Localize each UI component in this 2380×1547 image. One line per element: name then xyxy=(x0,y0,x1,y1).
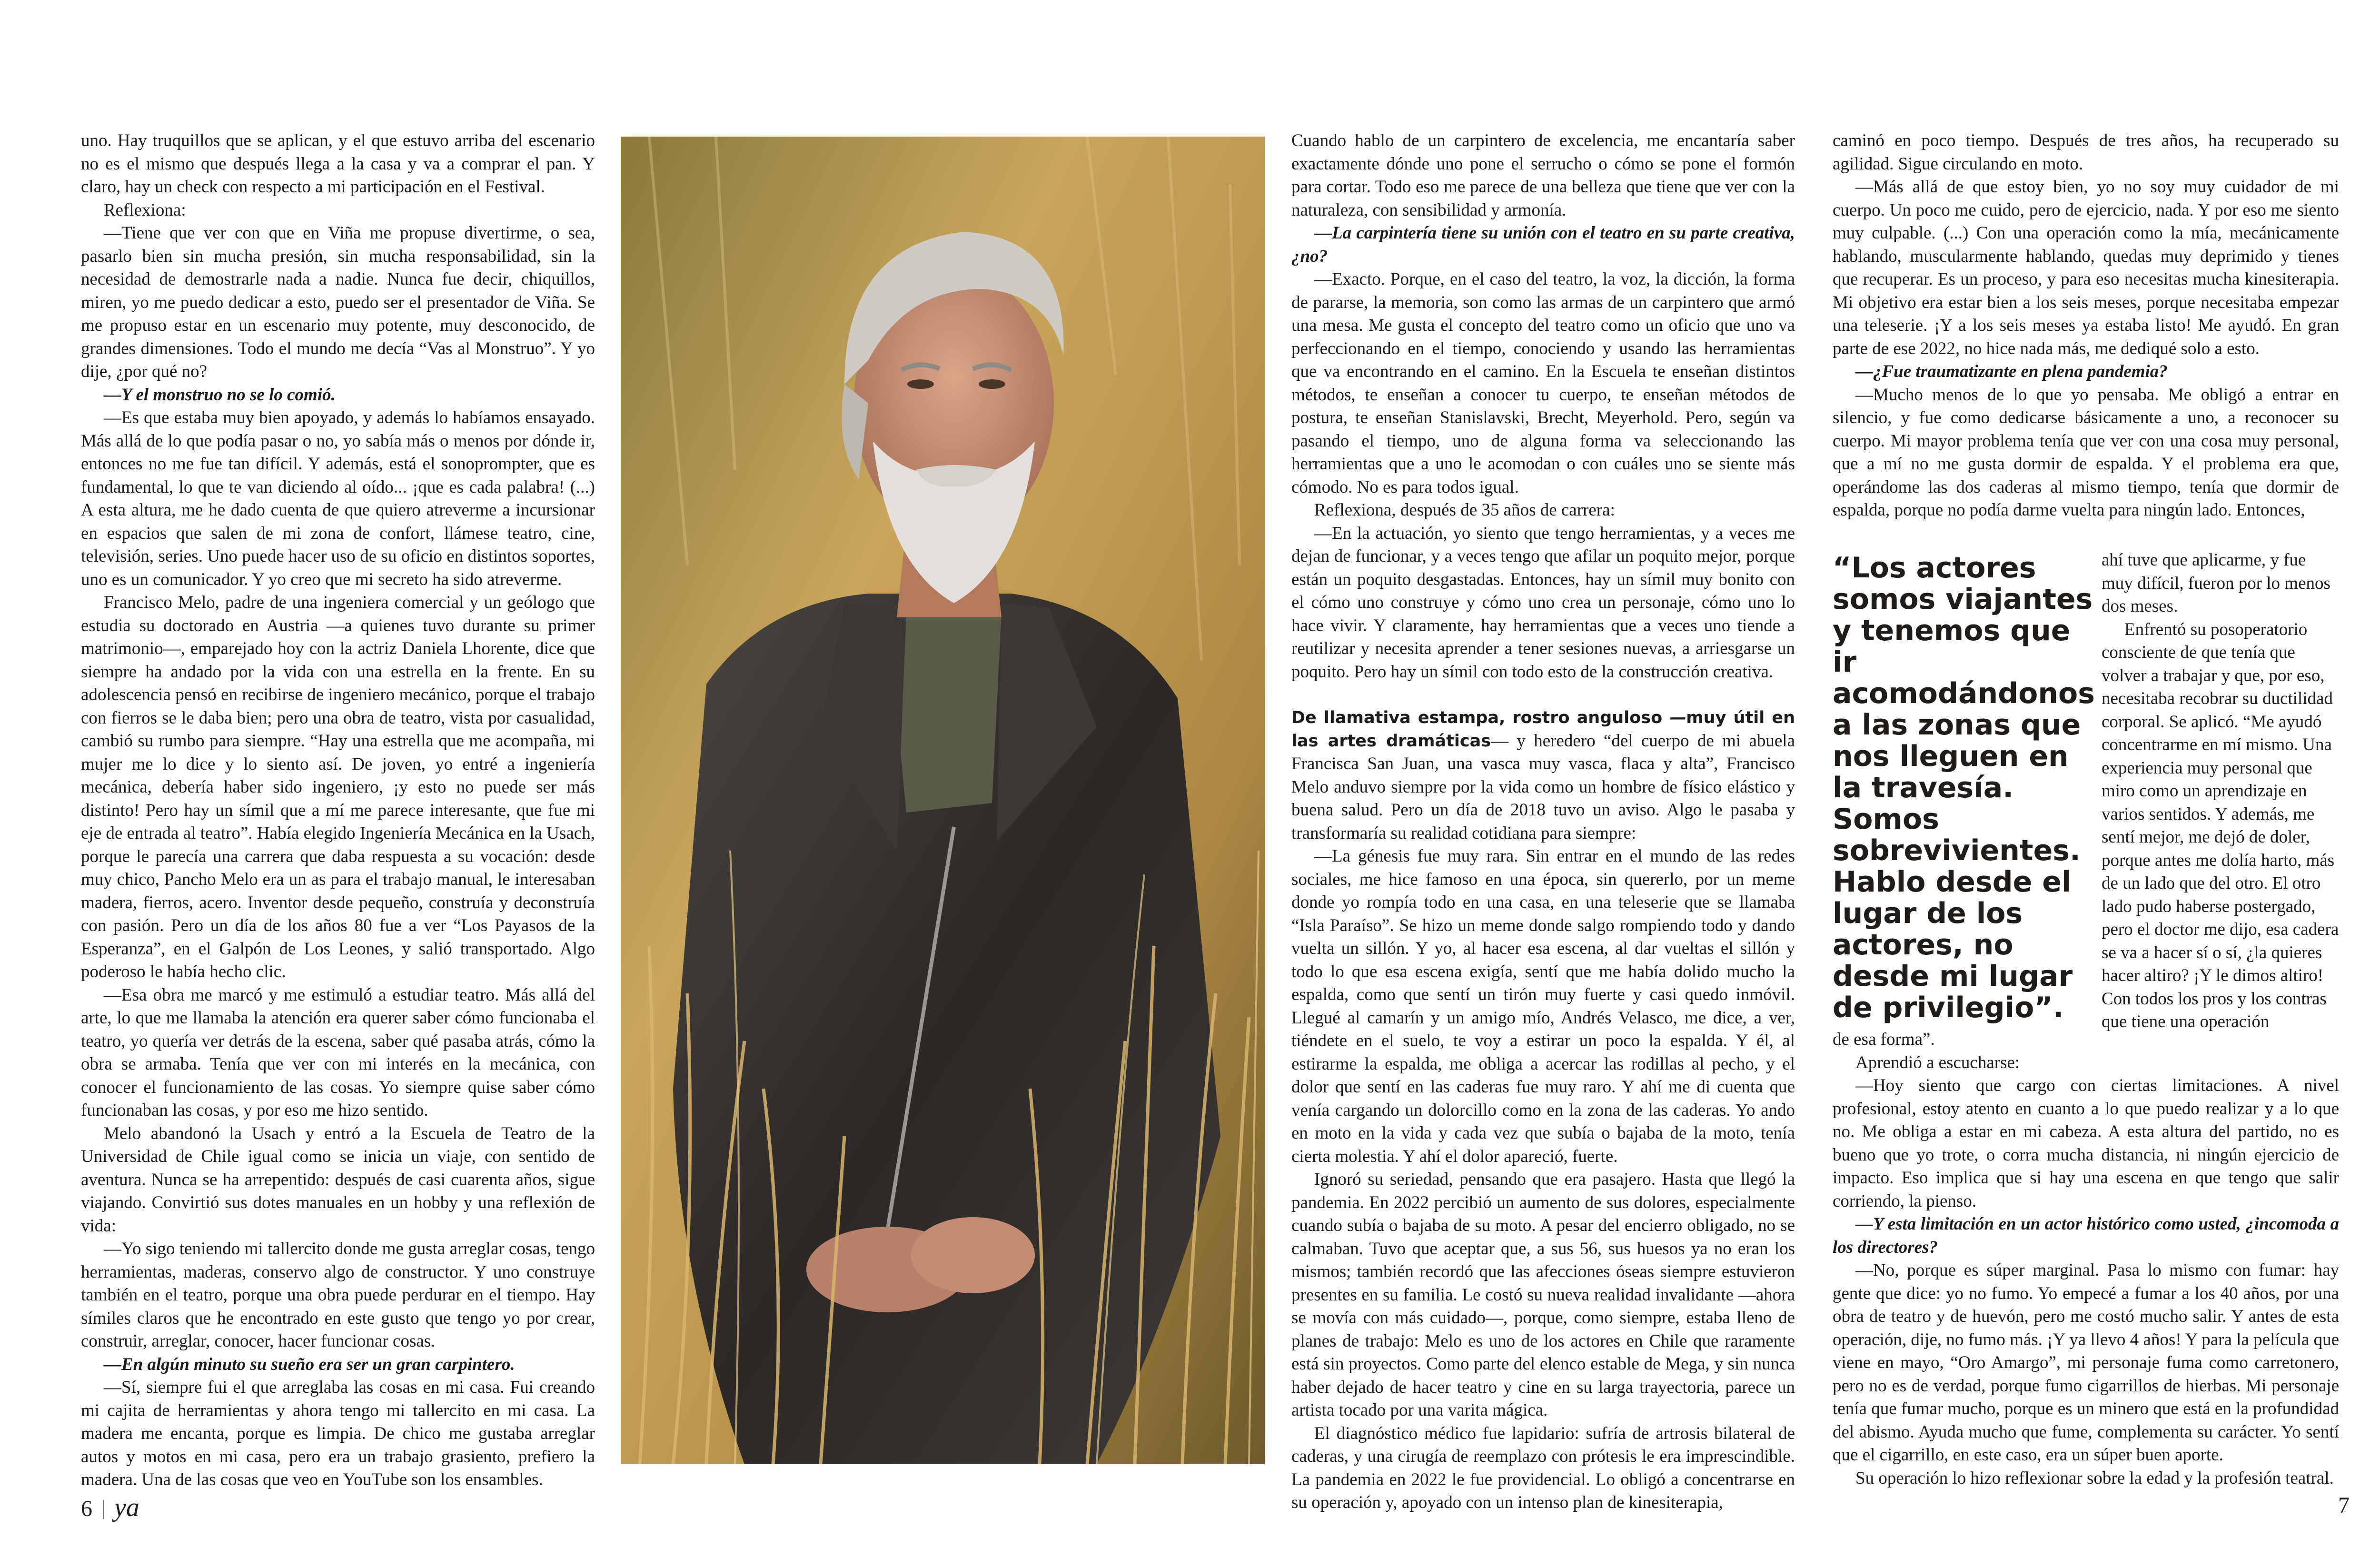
paragraph: ahí tuve que aplicarme, y fue muy difícil, fueron por lo menos dos meses. xyxy=(2102,550,2330,616)
paragraph: Melo abandonó la Usach y entró a la Escuela de Teatro de la Universidad de Chile igual como se inicia un viaje, con sentido de aventura. Nunca se ha arrepentido: después de casi cuarenta años, sigue viajando. Convirtió sus dotes manuales en un hobby y una reflexión de vida: xyxy=(81,1123,595,1236)
section-lead-text: — y heredero “del cuerpo de mi abuela Francisca San Juan, una vasca muy vasca, flaca y alta”, Francisco Melo anduvo siempre por la vida como un hombre de físico elástico y buena salud. Pero un día de 2018 tuvo un aviso. Algo le pasaba y transformaría su realidad cotidiana para siempre: xyxy=(1291,731,1795,843)
paragraph: Su operación lo hizo reflexionar sobre la edad y la profesión teatral. xyxy=(1855,1468,2334,1488)
paragraph: Reflexiona: xyxy=(104,200,186,220)
paragraph: —Sí, siempre fui el que arreglaba las cosas en mi casa. Fui creando mi cajita de herramientas y ahora tengo mi tallercito en mi casa. La madera me encanta, porque es limpia. De chico me gustaba arreglar autos y motos en mi casa, pero era un trabajo grasiento, prefiero la madera. Una de las cosas que veo en YouTube son los ensambles. xyxy=(81,1378,595,1489)
paragraph: Francisco Melo, padre de una ingeniera comercial y un geólogo que estudia su doctorado en Austria —a quienes tuvo durante su primer matrimonio—, emparejado hoy con la actriz Daniela Lhorente, dice que siempre ha andado por la vida con una estrella en la frente. En su adolescencia pensó en recibirse de ingeniero mecánico, porque el trabajo con fierros se le daba bien; pero una obra de teatro, vista por casualidad, cambió su rumbo para siempre. “Hay una estrella que me acompaña, mi mujer me lo dice y lo siento así. De joven, yo entré a ingeniería mecánica, debería haber sido ingeniero, ¡y esto no puede ser más distinto! Pero hay un símil que a mí me parece interesante, que fue mi eje de entrada al teatro”. Había elegido Ingeniería Mecánica en la Usach, porque le parecía una carrera que daba respuesta a su vocación: desde muy chico, Pancho Melo era un as para el trabajo manual, le interesaban madera, fierros, acero. Inventor desde pequeño, construía y deconstruía con pasión. Pero un día de los años 80 fue a ver “Los Payasos de la Esperanza”, en el Galpón de Los Leones, y salió transportado. Algo poderoso le había hecho clic. xyxy=(81,593,595,982)
paragraph: —No, porque es súper marginal. Pasa lo mismo con fumar: hay gente que dice: yo no fumo. Yo empecé a fumar a los 40 años, por una obra de teatro y de huevón, pero me costó mucho salir. Y antes de esta operación, dije, no fumo más. ¡Y ya llevo 4 años! Y para la película que viene en mayo, “Oro Amargo”, mi personaje fuma como carretonero, pero no es de verdad, porque fumo cigarrillos de hierbas. Mi personaje tenía que fumar mucho, porque es un minero que está en la profundidad del abismo. Ayuda mucho que fume, complementa su carácter. Yo sentí que el cigarrillo, en este caso, era un súper buen aporte. xyxy=(1833,1260,2339,1465)
paragraph: —Es que estaba muy bien apoyado, y además lo habíamos ensayado. Más allá de lo que podía pasar o no, yo sabía más o menos por dónde ir, entonces no me fue tan difícil. Y además, está el sonoprompter, que es fundamental, lo que te van diciendo al oído... ¡que es cada palabra! (...) A esta altura, me he dado cuenta de que quiero atreverme a incursionar en espacios que salen de mi zona de confort, llámese teatro, cine, televisión, series. Uno puede hacer uso de su oficio en distintos soportes, uno es un comunicador. Y yo creo que mi secreto ha sido atreverme. xyxy=(81,408,595,589)
article-column-1 xyxy=(81,129,595,1492)
article-column-4-bottom xyxy=(1833,1028,2339,1490)
interview-question: —¿Fue traumatizante en plena pandemia? xyxy=(1855,362,2168,381)
article-column-3 xyxy=(1291,129,1795,1515)
article-column-4-side xyxy=(2102,549,2339,1034)
paragraph: —Hoy siento que cargo con ciertas limitaciones. A nivel profesional, estoy atento en cuanto a lo que puedo realizar y a lo que no. Me obliga a estar en mi cabeza. A esta altura del partido, no es bueno que yo trote, o corra mucha distancia, ni ningún ejercicio de impacto. Eso implica que si hay una escena en que tengo que salir corriendo, la pienso. xyxy=(1833,1076,2339,1211)
paragraph: —Mucho menos de lo que yo pensaba. Me obligó a entrar en silencio, y fue como dedicarse básicamente a uno, a reconocer su cuerpo. Mi mayor problema tenía que ver con una cosa muy personal, que a mí no me gusta dormir de espalda. Y el problema era que, operándome las dos caderas al mismo tiempo, tenía que dormir de espalda, porque no podía darme vuelta para ningún lado. Entonces, xyxy=(1833,385,2339,520)
paragraph: caminó en poco tiempo. Después de tres años, ha recuperado su agilidad. Sigue circulando en moto. xyxy=(1833,131,2339,174)
interview-question: —Y el monstruo no se lo comió. xyxy=(104,385,336,405)
paragraph: —Más allá de que estoy bien, yo no soy muy cuidador de mi cuerpo. Un poco me cuido, pero de ejercicio, nada. Y por eso me siento muy culpable. (...) Con una operación como la mía, mecánicamente hablando, muscularmente hablando, quedas muy deprimido y tienes que recuperar. Es un proceso, y para eso necesitas mucha kinesiterapia. Mi objetivo era estar bien a los seis meses, porque necesitaba empezar una teleserie. ¡Y a los seis meses ya estaba listo! Me ayudó. En gran parte de ese 2022, no hice nada más, me dediqué solo a esto. xyxy=(1833,177,2339,358)
paragraph: Enfrentó su posoperatorio consciente de que tenía que volver a trabajar y que, por eso, necesitaba recobrar su ductilidad corporal. Se aplicó. “Me ayudó concentrarme en mí mismo. Una experiencia muy personal que miro como un aprendizaje en varios sentidos. Y además, me sentí mejor, me dejó de doler, porque antes me dolía harto, más de un lado que del otro. El otro lado pudo haberse postergado, pero el doctor me dijo, esa cadera se va a hacer sí o sí, ¿la quieres hacer altiro? ¡Y le dimos altiro! Con todos los pros y los contras que tiene una operación xyxy=(2102,619,2339,1031)
paragraph: —Tiene que ver con que en Viña me propuse divertirme, o sea, pasarlo bien sin mucha presión, sin mucha responsabilidad, sin la necesidad de demostrarle nada a nadie. Nunca fue decir, chiquillos, miren, yo me puedo dedicar a esto, puedo ser el presentador de Viña. Se me propuso estar en un escenario muy potente, muy desconocido, de grandes dimensiones. Todo el mundo me decía “Vas al Monstruo”. Y yo dije, ¿por qué no? xyxy=(81,223,595,381)
interview-question: —La carpintería tiene su unión con el teatro en su parte creativa, ¿no? xyxy=(1291,223,1795,266)
paragraph: —Esa obra me marcó y me estimuló a estudiar teatro. Más allá del arte, lo que me llamaba la atención era querer saber cómo funcionaba el teatro, yo quería ver detrás de la escena, saber qué pasaba atrás, cómo la obra se armaba. Tenía que ver con mi interés en la mecánica, con conocer el funcionamiento de las cosas. Yo siempre quise saber cómo funcionaban las cosas, y por eso me hizo sentido. xyxy=(81,985,595,1120)
paragraph: Aprendió a escucharse: xyxy=(1855,1052,2020,1072)
paragraph: uno. Hay truquillos que se aplican, y el que estuvo arriba del escenario no es el mismo que después llega a la casa y va a comprar el pan. Y claro, hay un check con respecto a mi participación en el Festival. xyxy=(81,131,595,197)
paragraph: de esa forma”. xyxy=(1833,1030,1935,1049)
paragraph: Ignoró su seriedad, pensando que era pasajero. Hasta que llegó la pandemia. En 2022 percibió un aumento de sus dolores, especialmente cuando subía o bajaba de su moto. A pesar del encierro obligado, no se calmaban. Tuvo que aceptar que, a sus 56, sus huesos ya no eran los mismos; también recordó que las afecciones óseas siempre estuvieron presentes en su familia. Le costó su nueva realidad invalidante —ahora se movía con más cuidado—, porque, como siempre, estaba lleno de planes de trabajo: Melo es uno de los actores en Chile que raramente está sin proyectos. Como parte del elenco estable de Mega, y sin nunca haber dejado de hacer teatro y cine en su larga trayectoria, parece un artista tocado por una varita mágica. xyxy=(1291,1170,1795,1420)
folio-divider xyxy=(103,1500,104,1519)
portrait-photo xyxy=(621,137,1265,1464)
section-lead xyxy=(1291,706,1795,845)
section-lead-bold: De llamativa estampa, rostro anguloso —muy útil en las artes dramáticas xyxy=(1291,708,1795,751)
portrait-illustration xyxy=(621,137,1265,1464)
paragraph: —Yo sigo teniendo mi tallercito donde me gusta arreglar cosas, tengo herramientas, maderas, conservo algo de constructor. Y uno construye también en el teatro, porque una obra puede perdurar en el tiempo. Hay símiles claros que he encontrado en este gusto que tengo yo por crear, construir, arreglar, conocer, hacer funcionar cosas. xyxy=(81,1239,595,1351)
article-column-4 xyxy=(1833,129,2339,522)
interview-question: —Y esta limitación en un actor histórico como usted, ¿incomoda a los directores? xyxy=(1833,1214,2339,1257)
paragraph: —En la actuación, yo siento que tengo herramientas, y a veces me dejan de funcionar, y a veces tengo que afilar un poquito mejor, porque están un poquito desgastadas. Entonces, hay un símil muy bonito con el cómo uno construye y cómo uno crea un personaje, cómo uno lo hace vivir. Y claramente, hay herramientas que a veces uno tiende a reutilizar y necesita aprender a tener sesiones nuevas, a arriesgarse un poquito. Pero hay un símil con todo esto de la construcción creativa. xyxy=(1291,523,1795,682)
pull-quote: “Los actores somos viajantes y tenemos que ir acomodándonos a las zonas que nos lleguen en la travesía. Somos sobrevivientes. Hablo desde el lugar de los actores, no desde mi lugar de privilegio”. xyxy=(1833,551,2095,1024)
interview-question: —En algún minuto su sueño era ser un gran carpintero. xyxy=(104,1354,515,1374)
paragraph: —Exacto. Porque, en el caso del teatro, la voz, la dicción, la forma de pararse, la memoria, son como las armas de un carpintero que armó una mesa. Me gusta el concepto del teatro como un oficio que uno va perfeccionando en el tiempo, conociendo y usando las herramientas que va encontrando en el camino. En la Escuela te enseñan distintos métodos, te enseñan a conocer tu cuerpo, te enseñan métodos de postura, te enseñan Stanislavski, Brecht, Meyerhold. Pero, según va pasando el tiempo, uno de alguna forma va seleccionando las herramientas que a uno le acomodan o con cuáles uno se siente más cómodo. No es para todos igual. xyxy=(1291,269,1795,497)
page-footer-left xyxy=(81,1492,139,1523)
paragraph: —La génesis fue muy rara. Sin entrar en el mundo de las redes sociales, me hice famoso en una época, sin quererlo, por un meme donde yo rompía todo en una casa, en una teleserie que se llamaba “Isla Paraíso”. Se hizo un meme donde salgo rompiendo todo y dando vuelta un sillón. Y yo, al hacer esa escena, al dar vueltas el sillón y todo lo que esa escena exigía, sentí que me había dolido mucho la espalda, como que sentí un tirón muy fuerte y casi quedo inmóvil. Llegué al camarín y un amigo mío, Andrés Velasco, me dice, a ver, tiéndete en el suelo, te voy a estirar un poco la espalda. Y él, al estirarme la espalda, me obliga a acercar las rodillas al pecho, y el dolor que sentí en las caderas fue muy raro. Y ahí me di cuenta que venía cargando un dolorcillo como en la zona de las caderas. Yo ando en moto en la vida y cada vez que subía o bajaba de la moto, tenía cierta molestia. Y ahí el dolor apareció, fuerte. xyxy=(1291,846,1795,1166)
page-number: 7 xyxy=(2338,1493,2350,1518)
paragraph: Cuando hablo de un carpintero de excelencia, me encantaría saber exactamente dónde uno pone el serrucho o cómo se pone el formón para cortar. Todo eso me parece de una belleza que tiene que ver con la naturaleza, con sensibilidad y armonía. xyxy=(1291,131,1795,220)
magazine-logo: ya xyxy=(114,1493,139,1522)
paragraph: Reflexiona, después de 35 años de carrera: xyxy=(1314,500,1615,520)
page-number: 6 xyxy=(81,1496,92,1521)
paragraph: El diagnóstico médico fue lapidario: sufría de artrosis bilateral de caderas, y una cirugía de reemplazo con prótesis le era imprescindible. La pandemia en 2022 le fue providencial. Lo obligó a concentrarse en su operación y, apoyado con un intenso plan de kinesiterapia, xyxy=(1291,1423,1795,1512)
